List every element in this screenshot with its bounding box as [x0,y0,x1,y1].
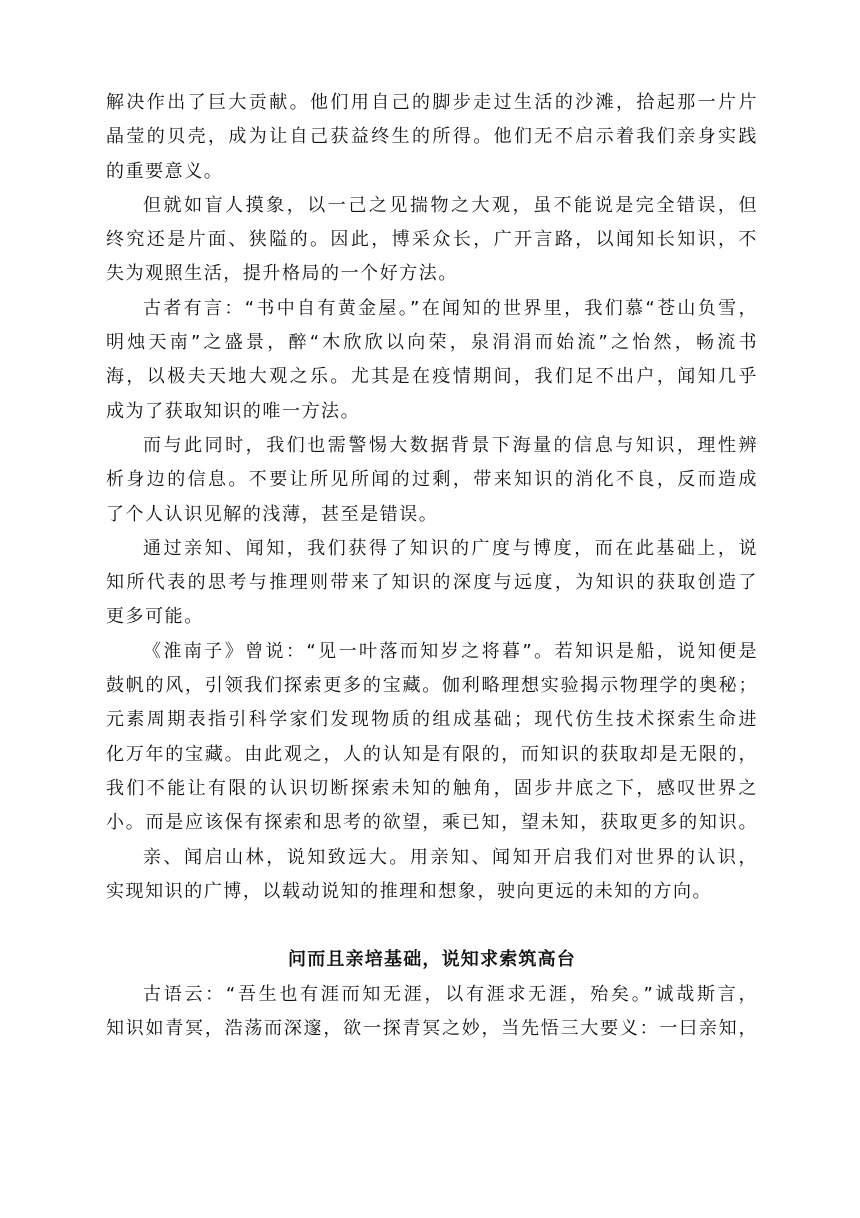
paragraph-1 [106,86,758,189]
paragraph-8 [106,978,758,1047]
text-line: 知所代表的思考与推理则带来了知识的深度与远度，为知识的获取创造了 [106,572,758,594]
text-line: 我们不能让有限的认识切断探索未知的触角，固步井底之下，感叹世界之 [106,777,758,799]
text-line: 古者有言：“书中自有黄金屋。”在闻知的世界里，我们慕“苍山负雪， [143,297,758,319]
paragraph-3 [106,292,758,429]
text-line: 鼓帆的风，引领我们探索更多的宝藏。伽利略理想实验揭示物理学的奥秘； [106,675,758,697]
text-line: 海，以极夫天地大观之乐。尤其是在疫情期间，我们足不出户，闻知几乎 [106,366,758,388]
section-spacer [106,909,758,943]
document-body [106,86,758,1046]
text-line: 而与此同时，我们也需警惕大数据背景下海量的信息与知识，理性辨 [143,434,758,456]
text-line: 元素周期表指引科学家们发现物质的组成基础；现代仿生技术探索生命进 [106,709,758,731]
paragraph-2 [106,189,758,292]
text-line: 明烛天南”之盛景，醉“木欣欣以向荣，泉涓涓而始流”之怡然，畅流书 [106,332,758,354]
paragraph-5 [106,532,758,635]
text-line: 终究还是片面、狭隘的。因此，博采众长，广开言路，以闻知长知识，不 [106,229,758,251]
text-line: 但就如盲人摸象，以一己之见揣物之大观，虽不能说是完全错误，但 [143,194,758,216]
text-line: 析身边的信息。不要让所见所闻的过剩，带来知识的消化不良，反而造成 [106,469,758,491]
text-line: 古语云：“吾生也有涯而知无涯，以有涯求无涯，殆矣。”诚哉斯言， [143,983,758,1005]
text-line: 通过亲知、闻知，我们获得了知识的广度与博度，而在此基础上，说 [143,537,758,559]
paragraph-4 [106,429,758,532]
text-line: 失为观照生活，提升格局的一个好方法。 [106,263,458,285]
text-line: 成为了获取知识的唯一方法。 [106,400,361,422]
paragraph-7 [106,841,758,910]
text-line: 小。而是应该保有探索和思考的欲望，乘已知，望未知，获取更多的知识。 [106,812,758,834]
text-line: 了个人认识见解的浅薄，甚至是错误。 [106,503,439,525]
text-line: 晶莹的贝壳，成为让自己获益终生的所得。他们无不启示着我们亲身实践 [106,126,758,148]
text-line: 知识如青冥，浩荡而深邃，欲一探青冥之妙，当先悟三大要义：一曰亲知， [106,1018,758,1040]
paragraph-6 [106,635,758,841]
text-line: 《淮南子》曾说：“见一叶落而知岁之将暮”。若知识是船，说知便是 [143,640,758,662]
text-line: 实现知识的广博，以载动说知的推理和想象，驶向更远的未知的方向。 [106,880,713,902]
text-line: 解决作出了巨大贡献。他们用自己的脚步走过生活的沙滩，拾起那一片片 [106,92,758,113]
section-heading: 问而且亲培基础，说知求索筑高台 [288,949,576,971]
text-line: 化万年的宝藏。由此观之，人的认知是有限的，而知识的获取却是无限的， [106,743,758,765]
text-line: 更多可能。 [106,606,204,628]
text-line: 亲、闻启山林，说知致远大。用亲知、闻知开启我们对世界的认识， [143,846,758,868]
text-line: 的重要意义。 [106,160,224,182]
